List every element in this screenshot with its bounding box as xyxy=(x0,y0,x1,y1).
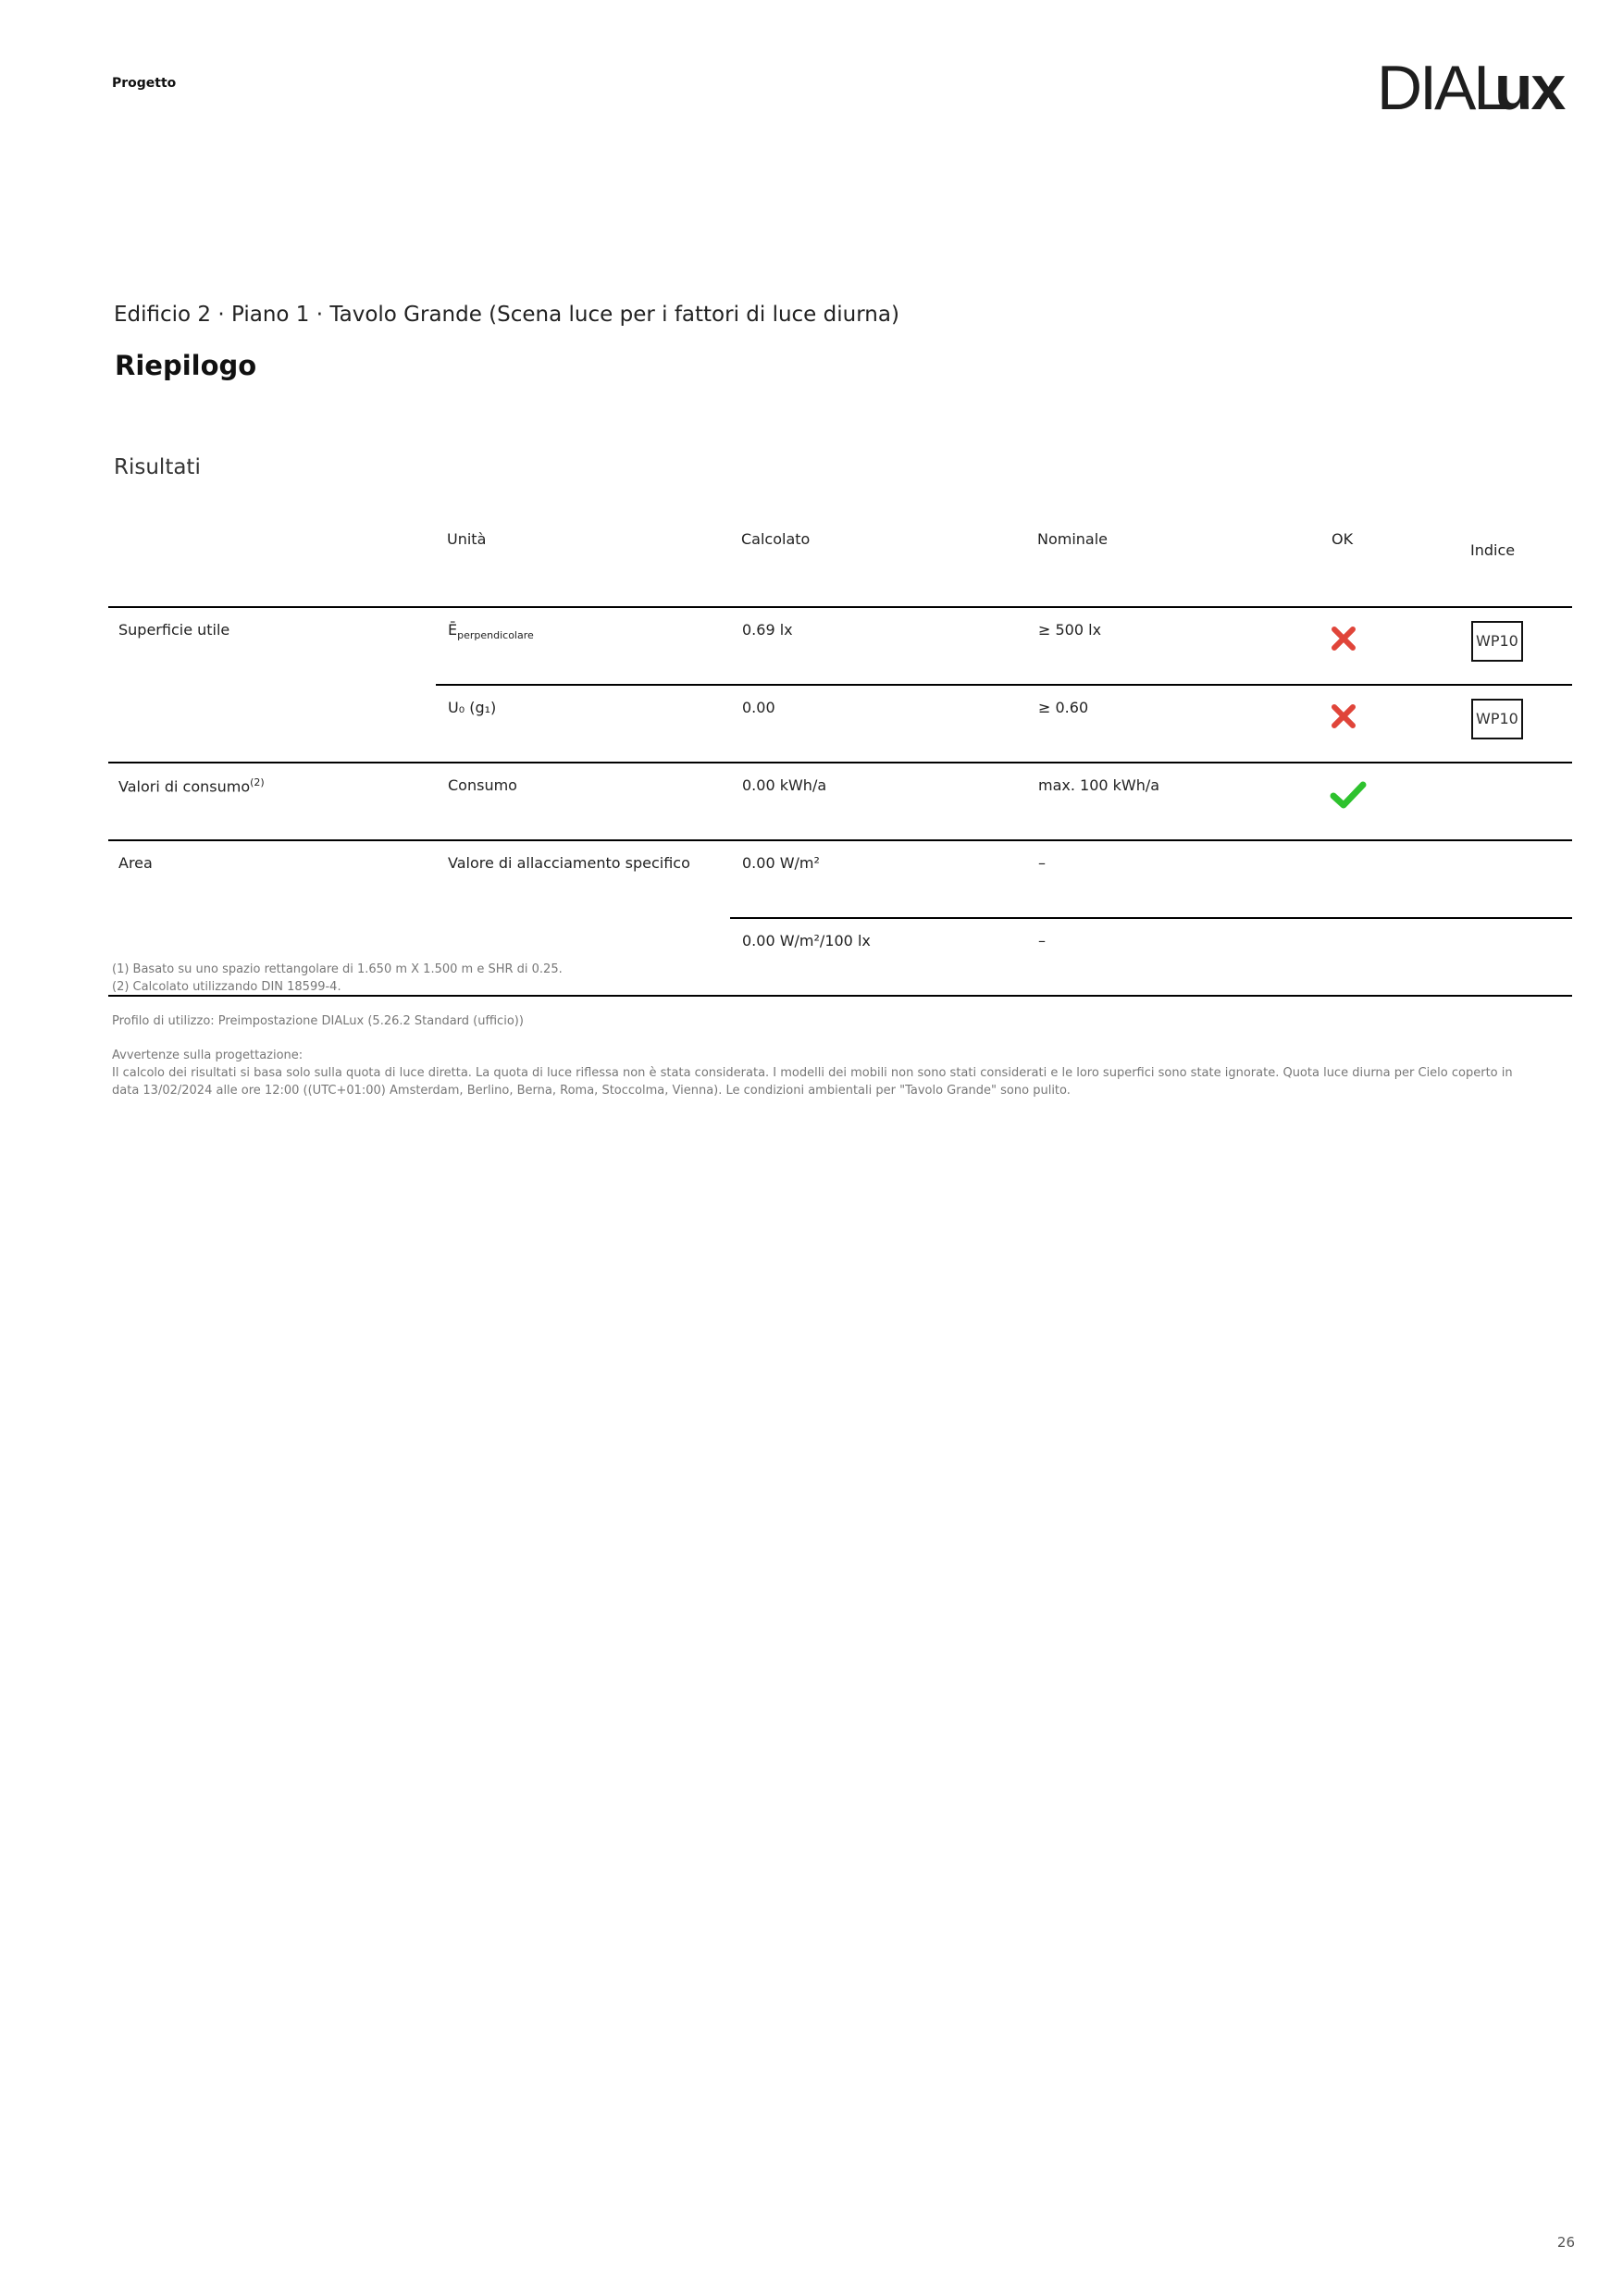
calculated-cell: 0.00 W/m²/100 lx xyxy=(731,918,1027,996)
header-calculated: Calcolato xyxy=(731,518,1027,607)
unit-cell: Valore di allacciamento specifico xyxy=(437,840,731,996)
nominal-cell: ≥ 0.60 xyxy=(1027,685,1321,763)
index-cell xyxy=(1460,840,1572,918)
logo-text-light: DIAL xyxy=(1377,57,1506,118)
footnote-2: (2) Calcolato utilizzando DIN 18599-4. xyxy=(112,980,341,994)
footnote-ref: (2) xyxy=(250,776,265,788)
header-ok: OK xyxy=(1321,518,1460,607)
dialux-logo xyxy=(1377,57,1575,118)
page-number: 26 xyxy=(1556,2234,1575,2251)
unit-cell: Consumo xyxy=(437,763,731,840)
index-cell xyxy=(1460,607,1572,685)
unit-main: Ē xyxy=(448,621,458,639)
header-label xyxy=(108,518,437,607)
results-table xyxy=(108,518,1572,997)
calculated-cell: 0.69 lx xyxy=(731,607,1027,685)
logo-text-bold: ux xyxy=(1494,57,1565,118)
index-badge[interactable]: WP10 xyxy=(1471,621,1523,662)
header-unit: Unità xyxy=(437,518,731,607)
ok-cell xyxy=(1321,685,1460,763)
unit-cell: U₀ (g₁) xyxy=(437,685,731,763)
page-title: Riepilogo xyxy=(115,350,257,381)
row-label-text: Superficie utile xyxy=(118,621,230,639)
project-label: Progetto xyxy=(112,76,177,91)
row-label xyxy=(108,607,437,763)
nominal-cell: max. 100 kWh/a xyxy=(1027,763,1321,840)
section-title: Risultati xyxy=(114,455,201,479)
unit-sub: perpendicolare xyxy=(457,629,534,642)
ok-cell xyxy=(1321,840,1460,918)
calculated-cell: 0.00 W/m² xyxy=(731,840,1027,918)
table-row xyxy=(108,607,1572,685)
ok-cell xyxy=(1321,607,1460,685)
calculated-cell: 0.00 kWh/a xyxy=(731,763,1027,840)
warning-text: Il calcolo dei risultati si basa solo sulla quota di luce diretta. La quota di luce riflessa non è stata considerata. I modelli dei mobili non sono stati considerati e le loro superfici sono state ignorate. Quota luce diurna per Cielo coperto in data 13/02/2024 alle ore 12:00 ((UTC+01:00) Amsterdam, Berlino, Berna, Roma, Stoccolma, Vienna). Le condizioni ambientali per "Tavolo Grande" sono pulito. xyxy=(112,1066,1513,1098)
row-label-text: Valori di consumo xyxy=(118,777,251,796)
check-icon xyxy=(1330,780,1367,810)
ok-cell xyxy=(1321,763,1460,840)
breadcrumb: Edificio 2 · Piano 1 · Tavolo Grande (Scena luce per i fattori di luce diurna) xyxy=(114,303,899,327)
calculated-cell: 0.00 xyxy=(731,685,1027,763)
table-row xyxy=(108,763,1572,840)
header-nominal: Nominale xyxy=(1027,518,1321,607)
index-cell xyxy=(1460,685,1572,763)
cross-icon xyxy=(1330,625,1357,652)
index-cell xyxy=(1460,763,1572,840)
index-badge[interactable]: WP10 xyxy=(1471,699,1523,739)
header-index: Indice xyxy=(1460,518,1572,607)
row-label: Area xyxy=(108,840,437,996)
notes xyxy=(112,961,1528,1099)
unit-cell xyxy=(437,607,731,685)
warning-title: Avvertenze sulla progettazione: xyxy=(112,1049,304,1062)
table-row xyxy=(108,840,1572,918)
table-header-row xyxy=(108,518,1572,607)
usage-profile: Profilo di utilizzo: Preimpostazione DIALux (5.26.2 Standard (ufficio)) xyxy=(112,1014,524,1028)
nominal-cell: ≥ 500 lx xyxy=(1027,607,1321,685)
nominal-cell: – xyxy=(1027,840,1321,918)
footnote-1: (1) Basato su uno spazio rettangolare di 1.650 m X 1.500 m e SHR di 0.25. xyxy=(112,962,563,976)
nominal-cell: – xyxy=(1027,918,1321,996)
row-label xyxy=(108,763,437,840)
cross-icon xyxy=(1330,702,1357,730)
